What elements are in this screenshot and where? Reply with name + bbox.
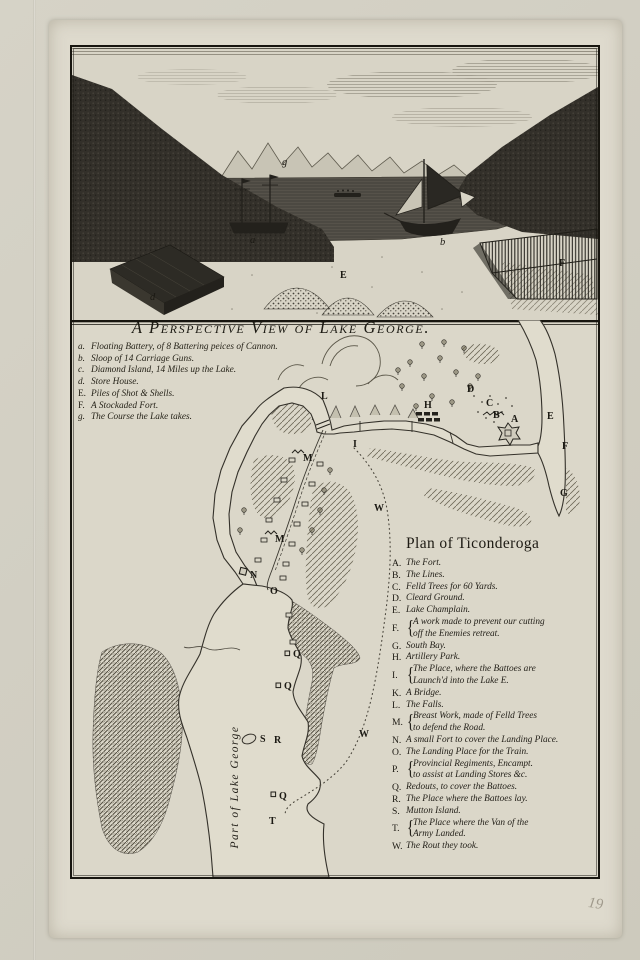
legend-text: The Lines. [406, 569, 445, 580]
legend-key: b. [78, 353, 85, 364]
legend-key: c. [78, 365, 85, 376]
legend-key: L. [392, 699, 401, 711]
plan-legend-item [392, 794, 602, 806]
legend-key: R. [392, 793, 401, 805]
legend-key: H. [392, 652, 402, 664]
point-label-Q: Q [279, 791, 287, 802]
legend-text: Diamond Island, 14 Miles up the Lake. [91, 365, 237, 376]
view-legend-item [78, 365, 278, 377]
legend-key: P. [392, 764, 399, 776]
plan-legend-item [392, 582, 602, 594]
legend-key: S. [392, 805, 400, 817]
legend-text: A Stockaded Fort. [91, 400, 159, 411]
legend-text: Sloop of 14 Carriage Guns. [91, 353, 195, 364]
legend-key: Q. [392, 782, 402, 794]
legend-text: Piles of Shot & Shells. [91, 388, 175, 399]
lake-george-label: Part of Lake George [229, 725, 241, 849]
point-label-F: F [559, 258, 566, 269]
brace-glyph: { [406, 817, 415, 840]
point-label-H: H [424, 400, 432, 411]
plan-legend-item [392, 735, 602, 747]
legend-key: D. [392, 593, 402, 605]
legend-text: The Course the Lake takes. [91, 412, 192, 423]
legend-key: d. [78, 377, 85, 388]
view-legend-item [78, 401, 278, 413]
plan-legend-item [392, 711, 602, 735]
legend-text: The Fort. [406, 558, 442, 568]
legend-key: E. [78, 388, 87, 399]
point-label-E: E [547, 411, 554, 422]
legend-text: A work made to prevent our cutting off the Enemies retreat. [413, 616, 545, 639]
view-legend-item [78, 389, 278, 401]
legend-text: South Bay. [406, 640, 446, 651]
pencil-number: 19 [587, 895, 605, 913]
point-label-Q: Q [293, 649, 301, 660]
brace-glyph: { [406, 711, 415, 734]
point-label-N: N [250, 570, 258, 581]
engraving-frame [70, 45, 600, 879]
legend-text: Cleard Ground. [406, 593, 465, 604]
plan-legend-item [392, 841, 602, 853]
legend-key: E. [392, 605, 401, 617]
legend-text: Artillery Park. [406, 652, 461, 663]
point-label-L: L [321, 391, 328, 402]
legend-key: B. [392, 569, 401, 581]
point-label-O: O [270, 586, 278, 597]
legend-text: Provincial Regiments, Encampt. to assist at Landing Stores &c. [413, 758, 533, 781]
plan-legend-item [392, 617, 602, 641]
view-legend-item [78, 342, 278, 354]
plan-legend-item [392, 641, 602, 653]
legend-text: The Place where the Battoes lay. [406, 793, 528, 804]
legend-text: The Landing Place for the Train. [406, 746, 529, 757]
plan-legend-item [392, 688, 602, 700]
point-label-A: A [511, 414, 519, 425]
landing-fort [239, 567, 247, 575]
perspective-view-engraving [72, 47, 598, 320]
point-label-F: F [562, 441, 569, 452]
legend-key: O. [392, 746, 402, 758]
point-label-g: g [282, 157, 288, 168]
plan-legend-item [392, 806, 602, 818]
plan-legend-item [392, 747, 602, 759]
point-label-R: R [274, 735, 282, 746]
plan-legend-item [392, 700, 602, 712]
point-label-b: b [440, 237, 446, 248]
point-label-I: I [353, 439, 357, 450]
point-label-d: d [150, 292, 156, 303]
legend-text: Felld Trees for 60 Yards. [406, 581, 498, 592]
point-label-D: D [467, 384, 475, 395]
point-label-B: B [493, 410, 500, 421]
brace-glyph: { [406, 616, 415, 639]
plan-title: Plan of Ticonderoga [406, 535, 540, 552]
legend-text: Floating Battery, of 8 Battering peices of Cannon. [91, 342, 278, 352]
legend-text: The Place where the Van of the Army Landed. [413, 817, 529, 840]
legend-text: Lake Champlain. [406, 605, 471, 616]
plan-legend-item [392, 782, 602, 794]
legend-text: The Place, where the Battoes are Launch'd into the Lake E. [413, 664, 536, 686]
view-legend-item [78, 412, 278, 424]
legend-text: Breast Work, made of Felld Trees to defend the Road. [413, 711, 537, 734]
legend-key: T. [392, 823, 400, 835]
view-legend [78, 342, 278, 424]
legend-text: A Bridge. [406, 687, 442, 698]
legend-key: F. [392, 622, 399, 634]
plan-legend-item [392, 570, 602, 582]
legend-key: N. [392, 734, 402, 746]
brace-glyph: { [406, 663, 415, 686]
plan-legend-item [392, 652, 602, 664]
legend-key: G. [392, 640, 402, 652]
point-label-S: S [260, 734, 266, 745]
legend-key: F. [78, 400, 85, 411]
legend-text: Store House. [91, 377, 139, 388]
legend-key: M. [392, 717, 403, 729]
legend-key: C. [392, 581, 401, 593]
point-label-C: C [486, 398, 494, 409]
legend-key: I. [392, 670, 398, 682]
sky-top-band [72, 47, 598, 56]
view-legend-item [78, 354, 278, 366]
plan-legend-item [392, 605, 602, 617]
point-label-G: G [560, 488, 568, 499]
view-title: A Perspective View of Lake George. [131, 317, 431, 337]
point-label-M: M [303, 453, 313, 464]
point-label-M: M [275, 534, 285, 545]
point-label-T: T [269, 816, 276, 827]
point-label-E: E [340, 270, 347, 281]
plan-legend-item [392, 593, 602, 605]
legend-key: K. [392, 687, 402, 699]
paper-crease [33, 0, 36, 960]
legend-text: Mutton Island. [406, 805, 461, 816]
plan-legend-item [392, 818, 602, 842]
plan-legend-items [392, 558, 602, 853]
legend-text: Redouts, to cover the Battoes. [406, 782, 518, 793]
plan-legend-item [392, 759, 602, 783]
legend-key: A. [392, 558, 402, 569]
plan-legend-item [392, 664, 602, 688]
point-label-W: W [359, 729, 369, 740]
plan-legend [392, 535, 602, 853]
legend-text: A small Fort to cover the Landing Place. [406, 734, 559, 745]
point-label-Q: Q [284, 681, 292, 692]
legend-text: The Falls. [406, 699, 444, 710]
brace-glyph: { [406, 758, 415, 781]
legend-text: The Rout they took. [406, 841, 479, 852]
legend-key: g. [78, 412, 85, 423]
legend-key: W. [392, 841, 403, 853]
view-legend-item [78, 377, 278, 389]
legend-key: a. [78, 342, 85, 352]
point-label-W: W [374, 503, 384, 514]
plan-legend-item [392, 558, 602, 570]
point-label-a: a [250, 235, 256, 246]
